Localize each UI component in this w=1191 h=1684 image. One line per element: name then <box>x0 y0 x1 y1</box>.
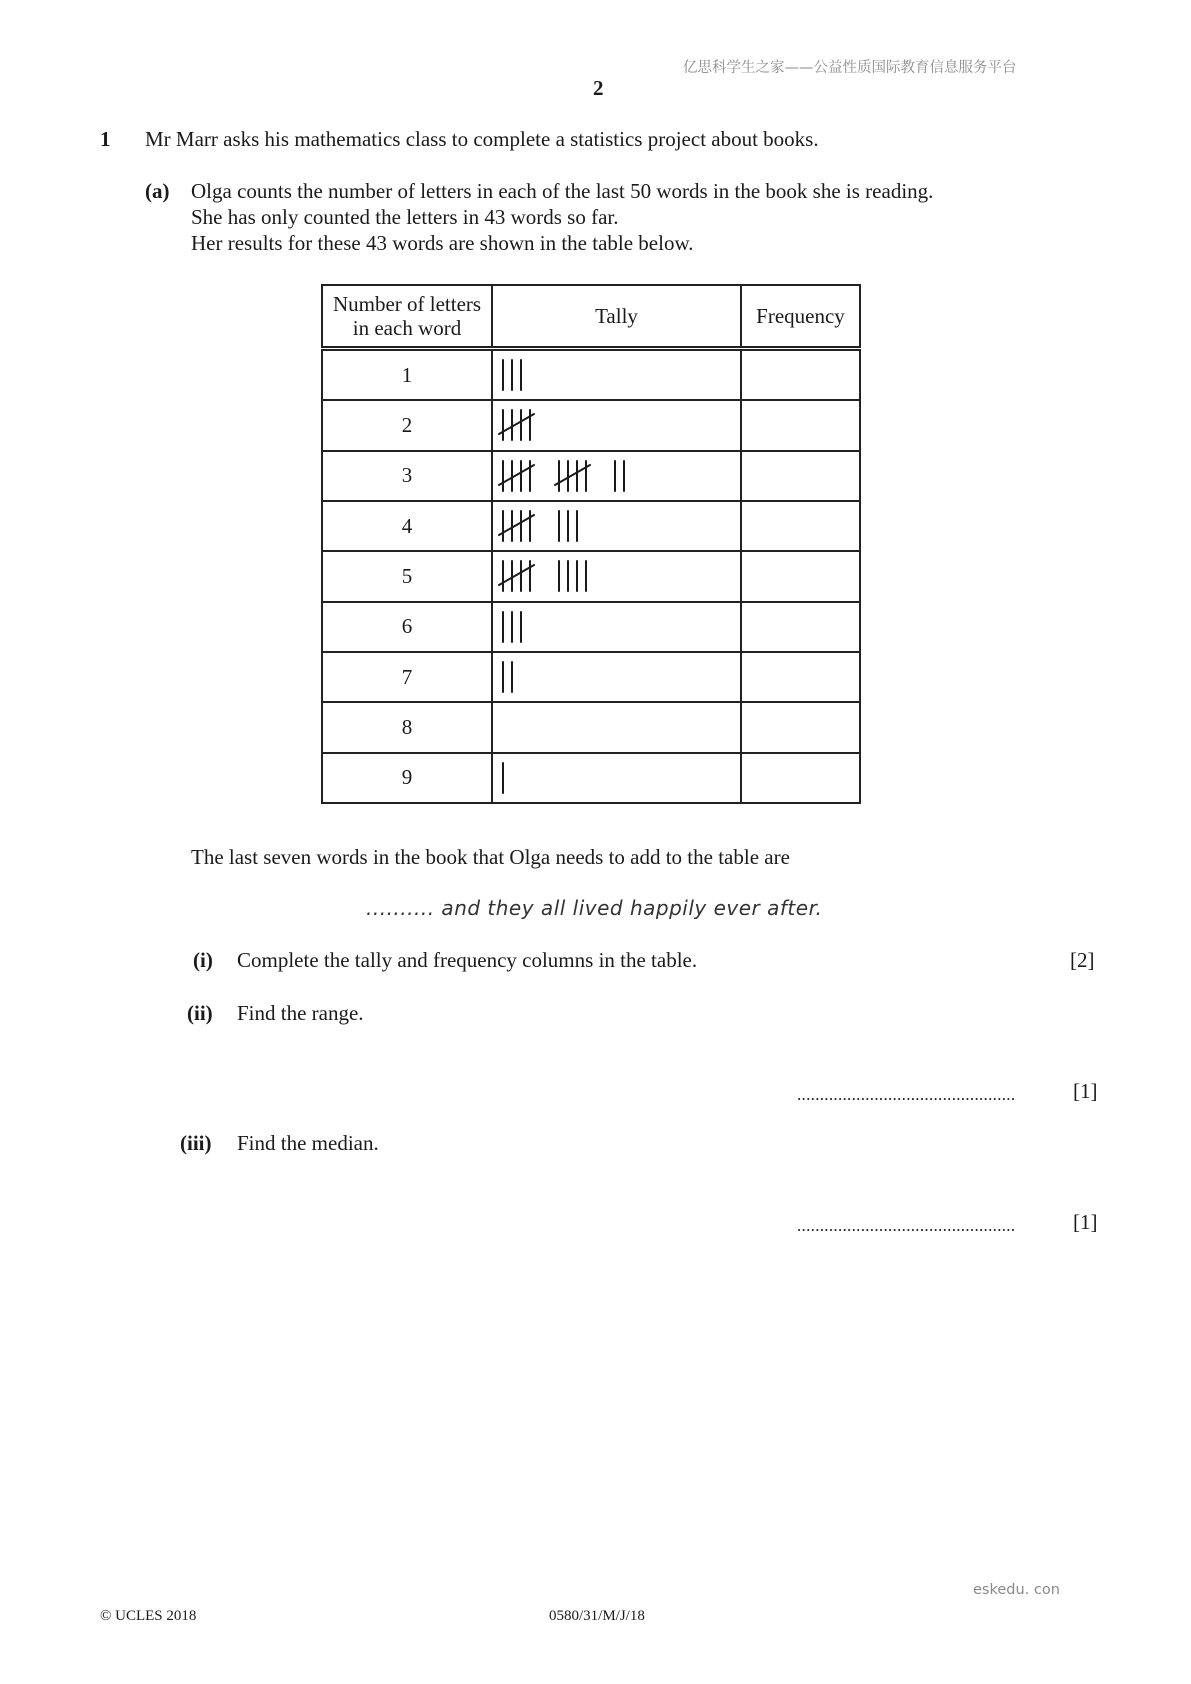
frequency-cell[interactable] <box>741 349 860 401</box>
part-a-line-2: She has only counted the letters in 43 words so far. <box>191 205 619 229</box>
letters-cell: 6 <box>322 602 492 652</box>
copyright: © UCLES 2018 <box>100 1608 197 1624</box>
tally-marks <box>497 405 727 445</box>
header-letters-line1: Number of letters <box>332 292 482 316</box>
tally-gate-stroke <box>499 414 534 434</box>
subpart-i-label: (i) <box>193 948 213 972</box>
tally-marks <box>497 758 727 798</box>
frequency-cell[interactable] <box>741 400 860 450</box>
paper-code: 0580/31/M/J/18 <box>549 1608 645 1624</box>
subpart-ii-text: Find the range. <box>237 1001 364 1025</box>
letters-cell: 9 <box>322 753 492 803</box>
header-letters <box>322 285 492 349</box>
range-answer-line[interactable]: ................................................ <box>797 1085 1016 1104</box>
header-tally: Tally <box>492 285 741 349</box>
tally-cell[interactable] <box>492 400 741 450</box>
part-a-line-1: Olga counts the number of letters in each of the last 50 words in the book she is reading. <box>191 179 934 203</box>
letters-cell: 8 <box>322 702 492 752</box>
question-intro: Mr Marr asks his mathematics class to complete a statistics project about books. <box>145 127 819 151</box>
last-words-text: The last seven words in the book that Olga needs to add to the table are <box>191 845 790 869</box>
subpart-iii-label: (iii) <box>180 1131 212 1155</box>
tally-marks <box>497 607 727 647</box>
table-row <box>322 400 860 450</box>
tally-marks <box>497 506 727 546</box>
letters-cell: 4 <box>322 501 492 551</box>
handwritten-last-words: .......... and they all lived happily ever after. <box>366 896 823 920</box>
watermark-bottom: eskedu. con <box>973 1582 1060 1598</box>
header-frequency: Frequency <box>741 285 860 349</box>
table-row <box>322 602 860 652</box>
table-row <box>322 652 860 702</box>
watermark-top: 亿思科学生之家——公益性质国际教育信息服务平台 <box>683 60 1017 76</box>
letters-cell: 3 <box>322 451 492 501</box>
table-row <box>322 451 860 501</box>
table-row <box>322 753 860 803</box>
subpart-ii-marks: [1] <box>1073 1079 1098 1103</box>
letters-cell: 5 <box>322 551 492 601</box>
tally-gate-stroke <box>499 565 534 585</box>
tally-cell[interactable] <box>492 652 741 702</box>
part-a-line-3: Her results for these 43 words are shown in the table below. <box>191 231 694 255</box>
median-answer-line[interactable]: ................................................ <box>797 1216 1016 1235</box>
letters-cell: 2 <box>322 400 492 450</box>
tally-gate-stroke <box>499 465 534 485</box>
frequency-cell[interactable] <box>741 602 860 652</box>
frequency-cell[interactable] <box>741 551 860 601</box>
frequency-cell[interactable] <box>741 753 860 803</box>
subpart-iii-text: Find the median. <box>237 1131 379 1155</box>
table-row <box>322 349 860 401</box>
page-number: 2 <box>593 76 604 100</box>
letters-cell: 1 <box>322 349 492 401</box>
subpart-i-marks: [2] <box>1070 948 1095 972</box>
part-a-label: (a) <box>145 179 170 203</box>
tally-marks <box>497 456 727 496</box>
table-row <box>322 501 860 551</box>
tally-marks <box>497 355 727 395</box>
tally-cell[interactable] <box>492 349 741 401</box>
tally-marks <box>497 556 727 596</box>
frequency-cell[interactable] <box>741 451 860 501</box>
tally-cell[interactable] <box>492 602 741 652</box>
tally-cell[interactable] <box>492 753 741 803</box>
tally-marks <box>497 657 727 697</box>
letters-cell: 7 <box>322 652 492 702</box>
frequency-cell[interactable] <box>741 501 860 551</box>
table-row <box>322 702 860 752</box>
tally-gate-stroke <box>499 515 534 535</box>
tally-cell[interactable] <box>492 451 741 501</box>
frequency-cell[interactable] <box>741 652 860 702</box>
header-letters-line2: in each word <box>352 316 462 340</box>
tally-cell[interactable] <box>492 501 741 551</box>
frequency-cell[interactable] <box>741 702 860 752</box>
subpart-iii-marks: [1] <box>1073 1210 1098 1234</box>
tally-gate-stroke <box>555 465 590 485</box>
subpart-i-text: Complete the tally and frequency columns in the table. <box>237 948 698 972</box>
tally-table <box>321 284 861 804</box>
question-number: 1 <box>100 127 111 151</box>
subpart-ii-label: (ii) <box>187 1001 213 1025</box>
tally-cell[interactable] <box>492 551 741 601</box>
tally-cell[interactable] <box>492 702 741 752</box>
table-row <box>322 551 860 601</box>
